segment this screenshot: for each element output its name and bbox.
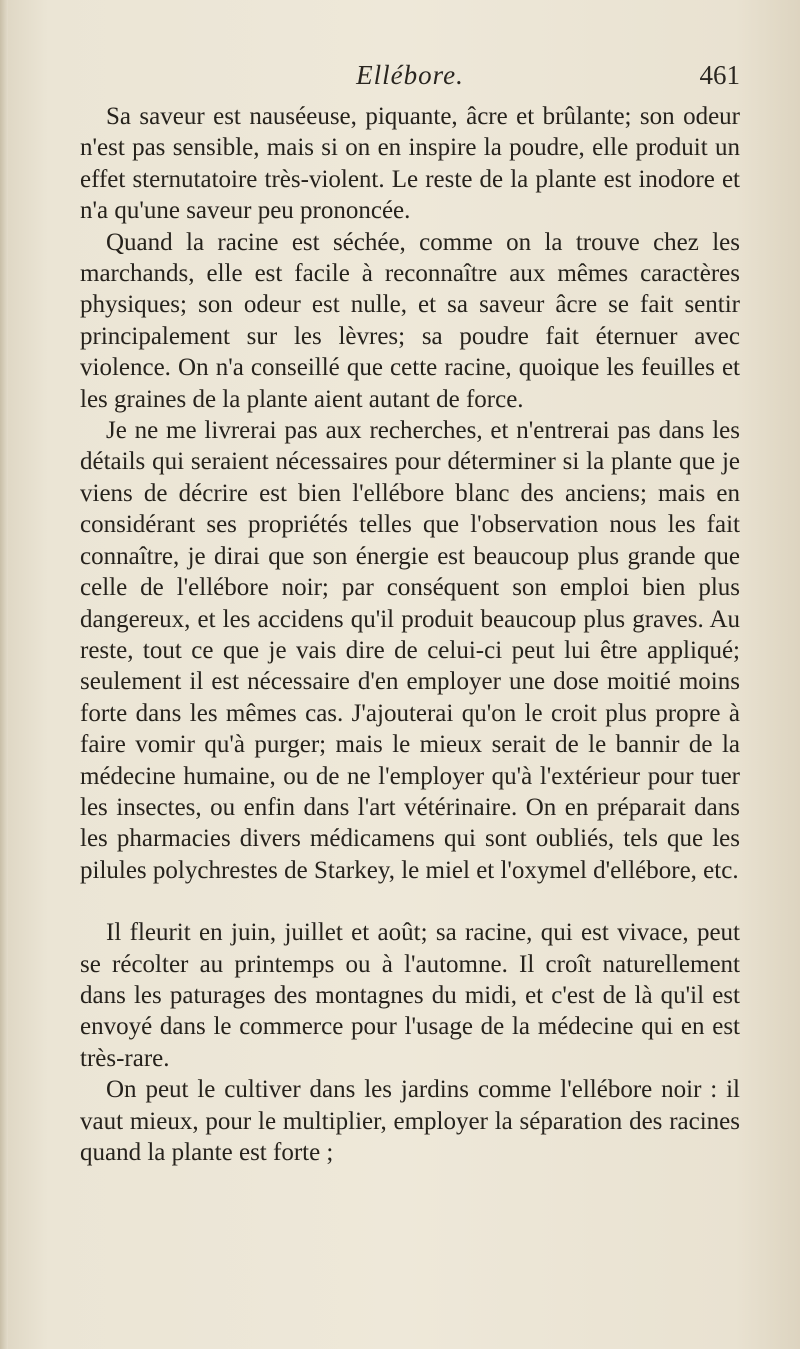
page-header [80,60,740,102]
page-edge [0,0,8,1349]
page-number: 461 [699,60,740,90]
paragraph: Quand la racine est séchée, comme on la trouve chez les marchands, elle est facile à reconnaître aux mêmes caractères physiques; son odeur est nulle, et sa saveur âcre se fait sentir principalement sur les lèvres; sa poudre fait éternuer avec violence. On n'a conseillé que cette racine, quoique les feuilles et les graines de la plante aient autant de force. [80,228,740,413]
body-text [80,101,740,1168]
paragraph: Je ne me livrerai pas aux recherches, et n'entrerai pas dans les détails qui seraient nécessaires pour déterminer si la plante que je viens de décrire est bien l'ellébore blanc des anciens; mais en considérant ses propriétés telles que l'observation nous les fait connaître, je dirai que son énergie est beaucoup plus grande que celle de l'ellébore noir; par conséquent son emploi bien plus dangereux, et les accidens qu'il produit beaucoup plus graves. Au reste, tout ce que je vais dire de celui-ci peut lui être appliqué; seulement il est nécessaire d'en employer une dose moitié moins forte dans les mêmes cas. J'ajouterai qu'on le croit plus propre à faire vomir qu'à purger; mais le mieux serait de le bannir de la médecine humaine, ou de ne l'employer qu'à l'extérieur pour tuer les insectes, ou enfin dans l'art vétérinaire. On en préparait dans les pharmacies divers médicamens qui sont oubliés, tels que les pilules polychrestes de Starkey, le miel et l'oxymel d'ellébore, etc. [80,417,740,884]
running-title: Ellébore. [356,60,464,90]
paragraph: Sa saveur est nauséeuse, piquante, âcre et brûlante; son odeur n'est pas sensible, mais si on en inspire la poudre, elle produit un effet sternutatoire très-violent. Le reste de la plante est inodore et n'a qu'une saveur peu prononcée. [80,103,740,225]
paragraph: On peut le cultiver dans les jardins comme l'ellébore noir : il vaut mieux, pour le multiplier, employer la séparation des racines quand la plante est forte ; [80,1076,740,1166]
paragraph: Il fleurit en juin, juillet et août; sa racine, qui est vivace, peut se récolter au printemps ou à l'automne. Il croît naturellement dans les paturages des montagnes du midi, et c'est de là qu'il est envoyé dans le commerce pour l'usage de la médecine qui en est très-rare. [80,919,740,1072]
